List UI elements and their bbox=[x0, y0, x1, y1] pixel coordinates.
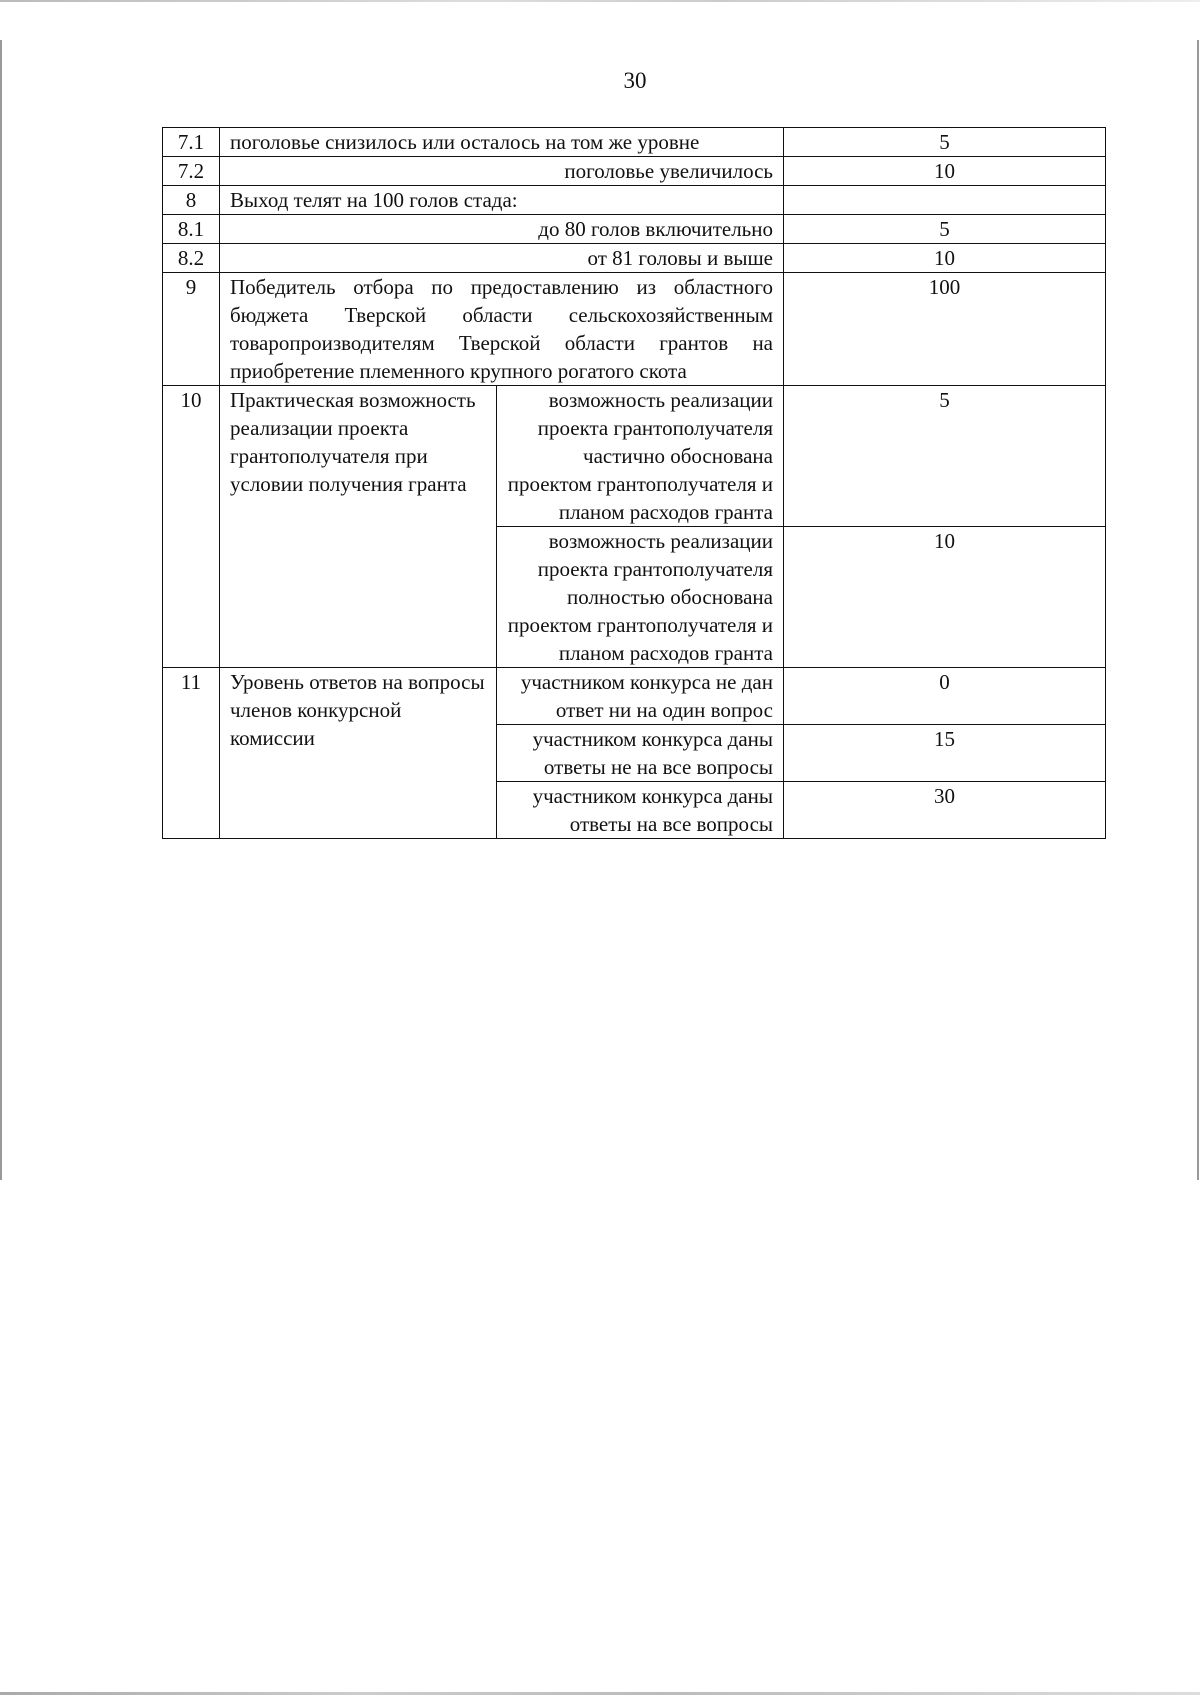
option-text: участником конкурса не дан ответ ни на один вопрос bbox=[497, 668, 784, 725]
option-text: участником конкурса даны ответы не на все вопросы bbox=[497, 725, 784, 782]
row-number: 8.2 bbox=[163, 244, 220, 273]
scan-edge-left bbox=[0, 40, 2, 1180]
row-number: 8 bbox=[163, 186, 220, 215]
table-row bbox=[163, 157, 1106, 186]
option-text: возможность реализации проекта грантополучателя полностью обоснована проектом грантополучателя и планом расходов гранта bbox=[497, 527, 784, 668]
score-value bbox=[784, 186, 1106, 215]
table-row bbox=[163, 186, 1106, 215]
scoring-criteria-table bbox=[162, 127, 1106, 839]
criterion-text: Практическая возможность реализации проекта грантополучателя при условии получения гранта bbox=[220, 386, 497, 668]
criterion-text: поголовье снизилось или осталось на том же уровне bbox=[220, 128, 784, 157]
criterion-text: Уровень ответов на вопросы членов конкурсной комиссии bbox=[220, 668, 497, 839]
table-row bbox=[163, 215, 1106, 244]
score-value: 10 bbox=[784, 527, 1106, 668]
score-value: 30 bbox=[784, 782, 1106, 839]
score-value: 5 bbox=[784, 128, 1106, 157]
row-number: 8.1 bbox=[163, 215, 220, 244]
scan-edge-bottom bbox=[0, 1692, 1200, 1695]
row-number: 11 bbox=[163, 668, 220, 839]
score-value: 5 bbox=[784, 215, 1106, 244]
table-row bbox=[163, 668, 1106, 725]
row-number: 10 bbox=[163, 386, 220, 668]
criterion-text: Выход телят на 100 голов стада: bbox=[220, 186, 784, 215]
score-value: 10 bbox=[784, 157, 1106, 186]
table-row bbox=[163, 128, 1106, 157]
row-number: 7.2 bbox=[163, 157, 220, 186]
score-value: 5 bbox=[784, 386, 1106, 527]
table-row bbox=[163, 273, 1106, 386]
criterion-text: от 81 головы и выше bbox=[220, 244, 784, 273]
score-value: 0 bbox=[784, 668, 1106, 725]
option-text: возможность реализации проекта грантополучателя частично обоснована проектом грантополучателя и планом расходов гранта bbox=[497, 386, 784, 527]
table-row bbox=[163, 244, 1106, 273]
option-text: участником конкурса даны ответы на все вопросы bbox=[497, 782, 784, 839]
scan-edge-top bbox=[0, 0, 1200, 2]
scan-edge-right bbox=[1197, 40, 1199, 1180]
page-number: 30 bbox=[623, 68, 647, 93]
criterion-text: поголовье увеличилось bbox=[220, 157, 784, 186]
table-row bbox=[163, 386, 1106, 527]
score-value: 10 bbox=[784, 244, 1106, 273]
criterion-text: до 80 голов включительно bbox=[220, 215, 784, 244]
score-value: 15 bbox=[784, 725, 1106, 782]
row-number: 7.1 bbox=[163, 128, 220, 157]
row-number: 9 bbox=[163, 273, 220, 386]
criterion-text: Победитель отбора по предоставлению из областного бюджета Тверской области сельскохозяйственным товаропроизводителям Тверской области грантов на приобретение племенного крупного рогатого скота bbox=[220, 273, 784, 386]
score-value: 100 bbox=[784, 273, 1106, 386]
